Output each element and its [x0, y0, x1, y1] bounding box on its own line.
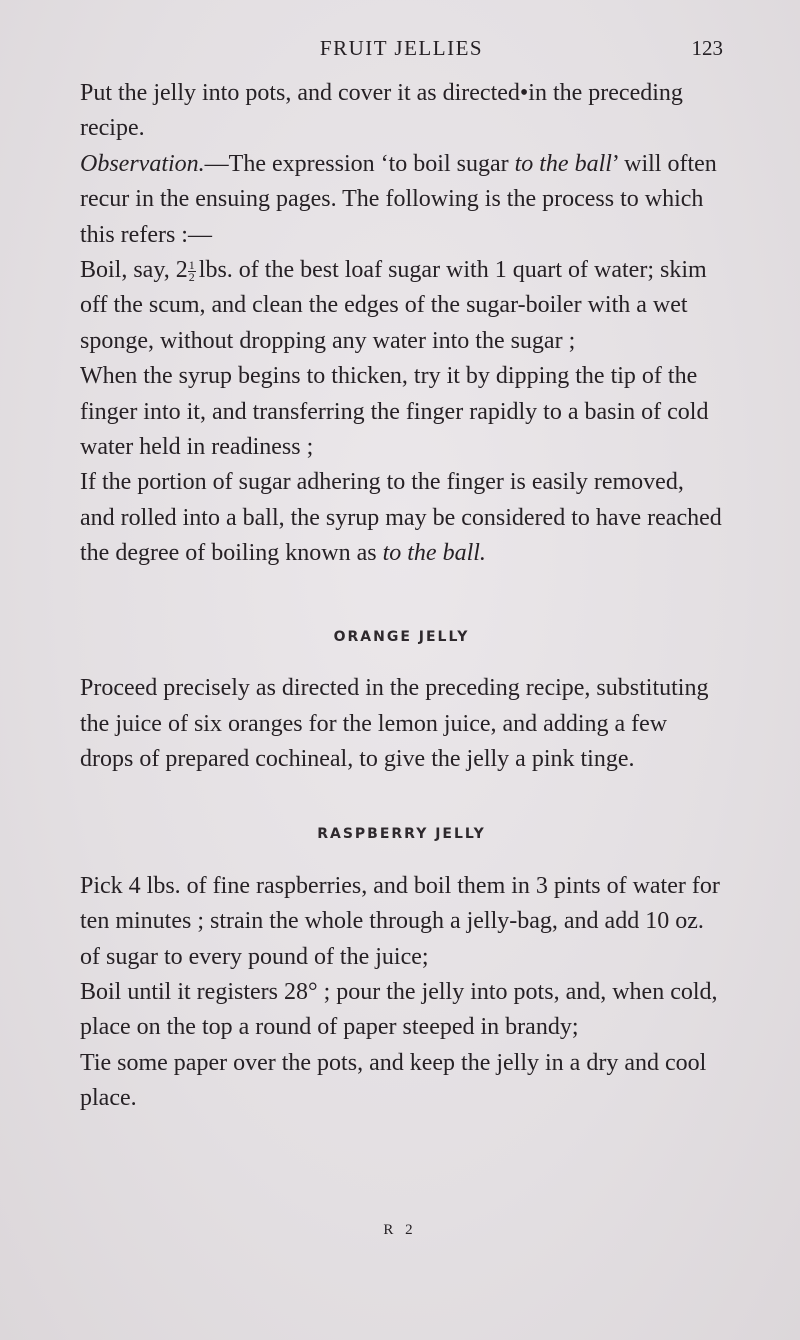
fraction-denominator: 2 [188, 270, 195, 285]
paragraph-syrup-text: When the syrup begins to thicken, try it by dipping the tip of the finger into it, and transferring the finger rapidly to a basin of cold water held in readiness ; [80, 363, 709, 461]
paragraph-syrup [80, 359, 723, 465]
observation-text-1: —The expression ‘to boil sugar [204, 150, 515, 177]
paragraph-boil [80, 253, 723, 359]
paragraph-raspberry-2 [80, 975, 723, 1046]
page-number: 123 [691, 36, 723, 60]
boil-text-2: lbs. of the best loaf sugar with 1 quart of water; skim off the scum, and clean the edges of the sugar-boiler with a wet sponge, without dropping any water into the sugar ; [80, 257, 707, 354]
fraction-numerator: 1 [188, 258, 195, 273]
portion-text: If the portion of sugar adhering to the finger is easily removed, and rolled into a ball, the syrup may be considered to have reached the degree of boiling known as [80, 469, 722, 567]
orange-jelly-heading: ORANGE JELLY [333, 628, 470, 645]
paragraph-pots [80, 76, 723, 147]
paragraph-raspberry-3 [80, 1046, 723, 1117]
signature-mark: R 2 [383, 1222, 417, 1238]
body-text [80, 76, 723, 1117]
paragraph-raspberry-3-text: Tie some paper over the pots, and keep the jelly in a dry and cool place. [80, 1049, 707, 1112]
paragraph-observation [80, 147, 723, 253]
portion-term: to the ball. [382, 540, 486, 567]
raspberry-jelly-heading: RASPBERRY JELLY [317, 826, 486, 843]
paragraph-orange-text: Proceed precisely as directed in the preceding recipe, substituting the juice of six oranges for the lemon juice, and adding a few drops of prepared cochineal, to give the jelly a pink tinge. [80, 675, 709, 772]
paragraph-raspberry-2-text: Boil until it registers 28° ; pour the jelly into pots, and, when cold, place on the top a round of paper steeped in brandy; [80, 978, 718, 1041]
observation-term: to the ball [514, 150, 612, 177]
half-fraction [188, 260, 196, 283]
observation-label: Observation. [80, 150, 205, 177]
observation-text-2: ’ will often recur in the ensuing pages. The following is the process to which this refers :— [80, 150, 717, 248]
running-title: FRUIT JELLIES [319, 36, 484, 60]
paragraph-raspberry-1 [80, 869, 723, 975]
paragraph-portion [80, 465, 723, 571]
boil-text-1: Boil, say, 2 [80, 257, 188, 284]
running-head [80, 32, 723, 62]
paragraph-orange [80, 671, 723, 777]
paragraph-raspberry-1-text: Pick 4 lbs. of fine raspberries, and boil them in 3 pints of water for ten minutes ; strain the whole through a jelly-bag, and add 10 oz. of sugar to every pound of the juice; [80, 872, 720, 970]
paragraph-pots-text: Put the jelly into pots, and cover it as directed•in the preceding recipe. [80, 80, 683, 142]
